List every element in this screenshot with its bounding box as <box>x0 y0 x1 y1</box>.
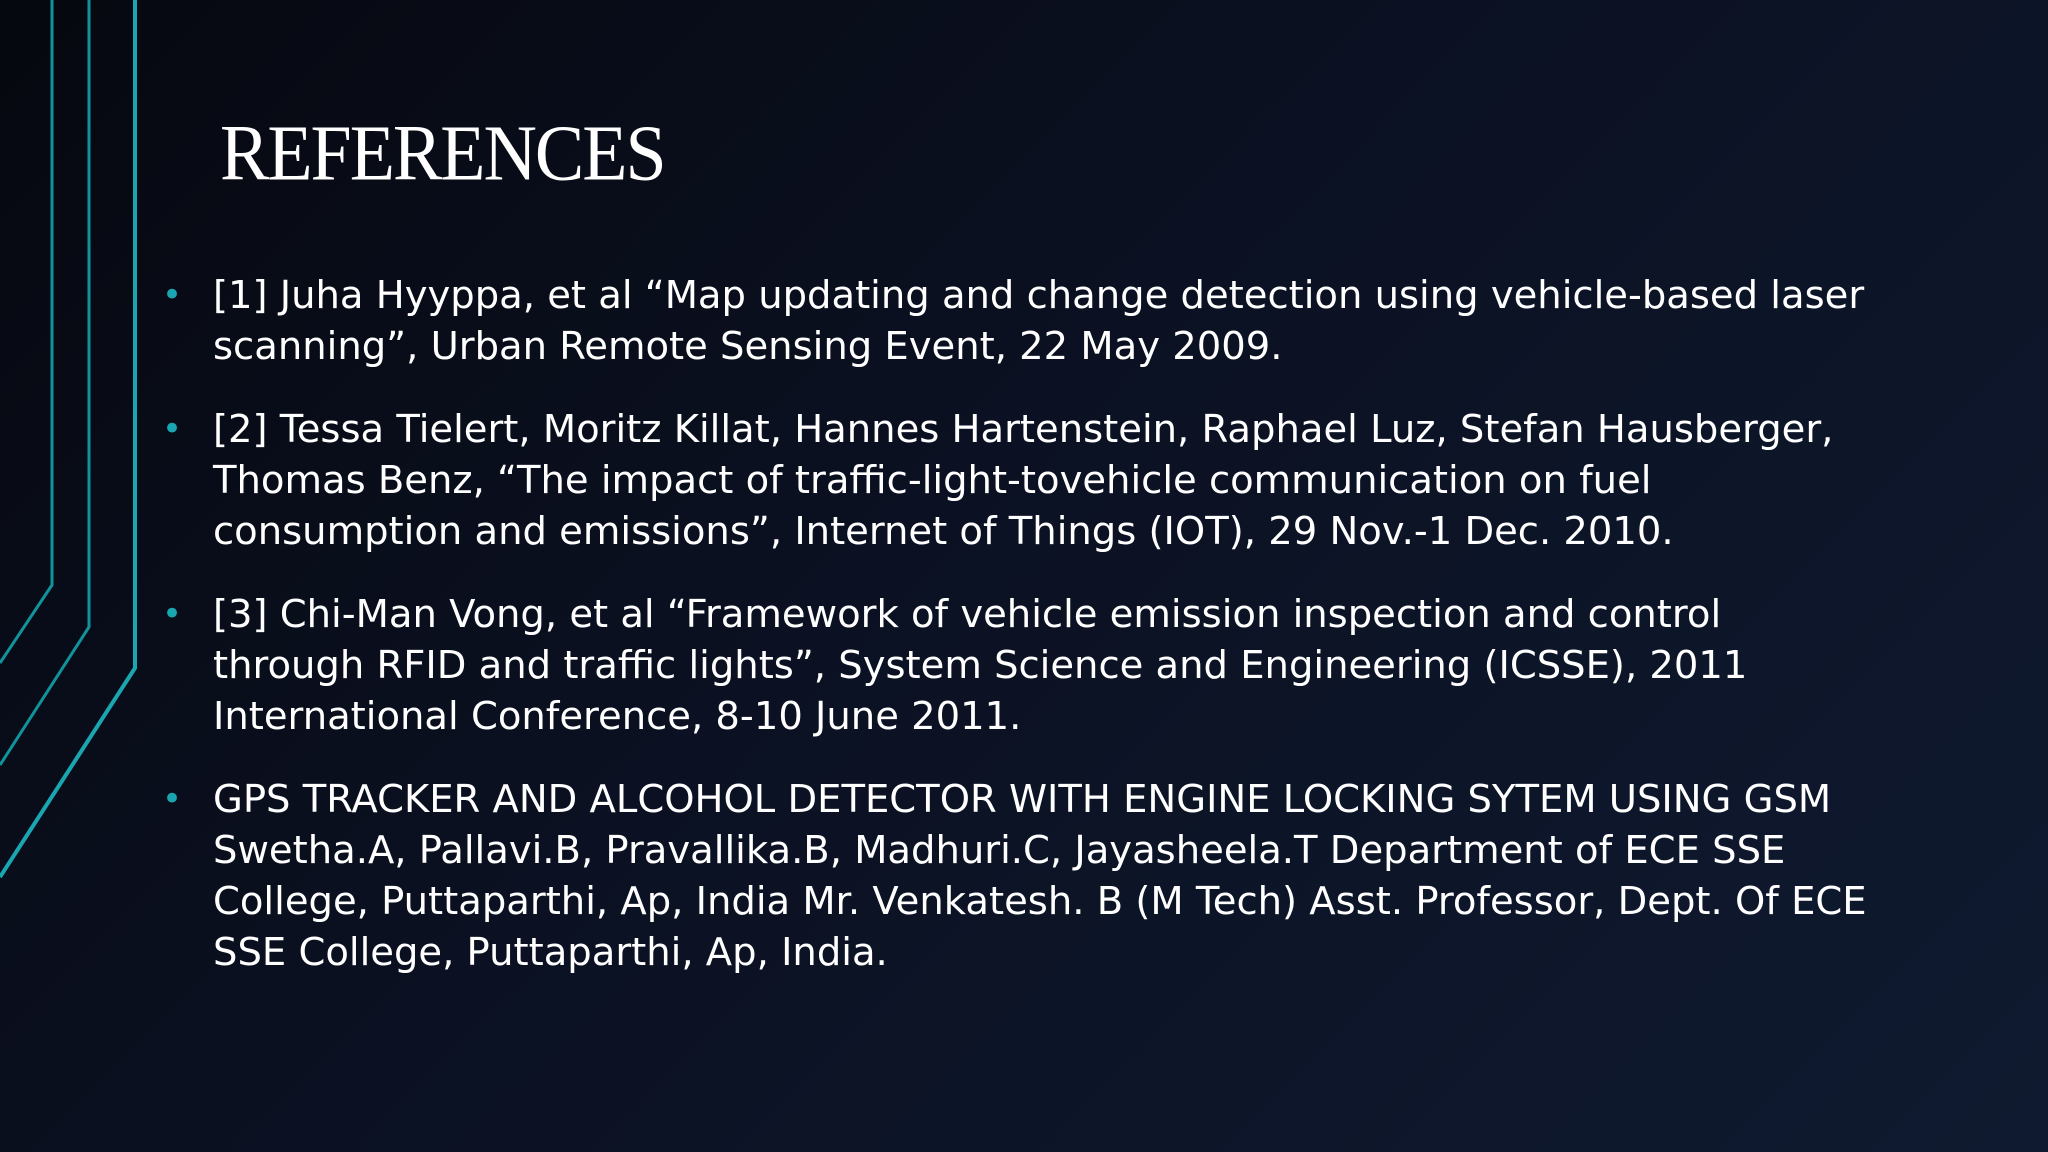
decorative-lines <box>0 0 160 1152</box>
reference-text: [3] Chi-Man Vong, et al “Framework of vehicle emission inspection and control through RFID and traffic lights”, System Science and Engineering (ICSSE), 2011 International Conference, 8-10 June 2011. <box>213 592 1748 739</box>
deco-line-1 <box>0 0 52 663</box>
deco-line-3 <box>0 0 135 877</box>
bullet-icon: • <box>162 409 183 449</box>
bullet-icon: • <box>162 275 183 315</box>
reference-text: [2] Tessa Tielert, Moritz Killat, Hannes Hartenstein, Raphael Luz, Stefan Hausberger, Thomas Benz, “The impact of traffic-light-tovehicle communication on fuel consumption and emissions”, Internet of Things (IOT), 29 Nov.-1 Dec. 2010. <box>213 407 1834 554</box>
reference-item <box>160 589 1880 742</box>
reference-item <box>160 774 1880 978</box>
bullet-icon: • <box>162 594 183 634</box>
bullet-icon: • <box>162 779 183 819</box>
deco-line-2 <box>0 0 89 765</box>
slide-title: REFERENCES <box>220 109 665 198</box>
references-list <box>160 270 1880 1010</box>
reference-item <box>160 270 1880 372</box>
reference-item <box>160 404 1880 557</box>
reference-text: GPS TRACKER AND ALCOHOL DETECTOR WITH ENGINE LOCKING SYTEM USING GSM Swetha.A, Pallavi.B, Pravallika.B, Madhuri.C, Jayasheela.T Department of ECE SSE College, Puttaparthi, Ap, India Mr. Venkatesh. B (M Tech) Asst. Professor, Dept. Of ECE SSE College, Puttaparthi, Ap, India. <box>213 777 1867 975</box>
reference-text: [1] Juha Hyyppa, et al “Map updating and change detection using vehicle-based laser scanning”, Urban Remote Sensing Event, 22 May 2009. <box>213 273 1865 369</box>
